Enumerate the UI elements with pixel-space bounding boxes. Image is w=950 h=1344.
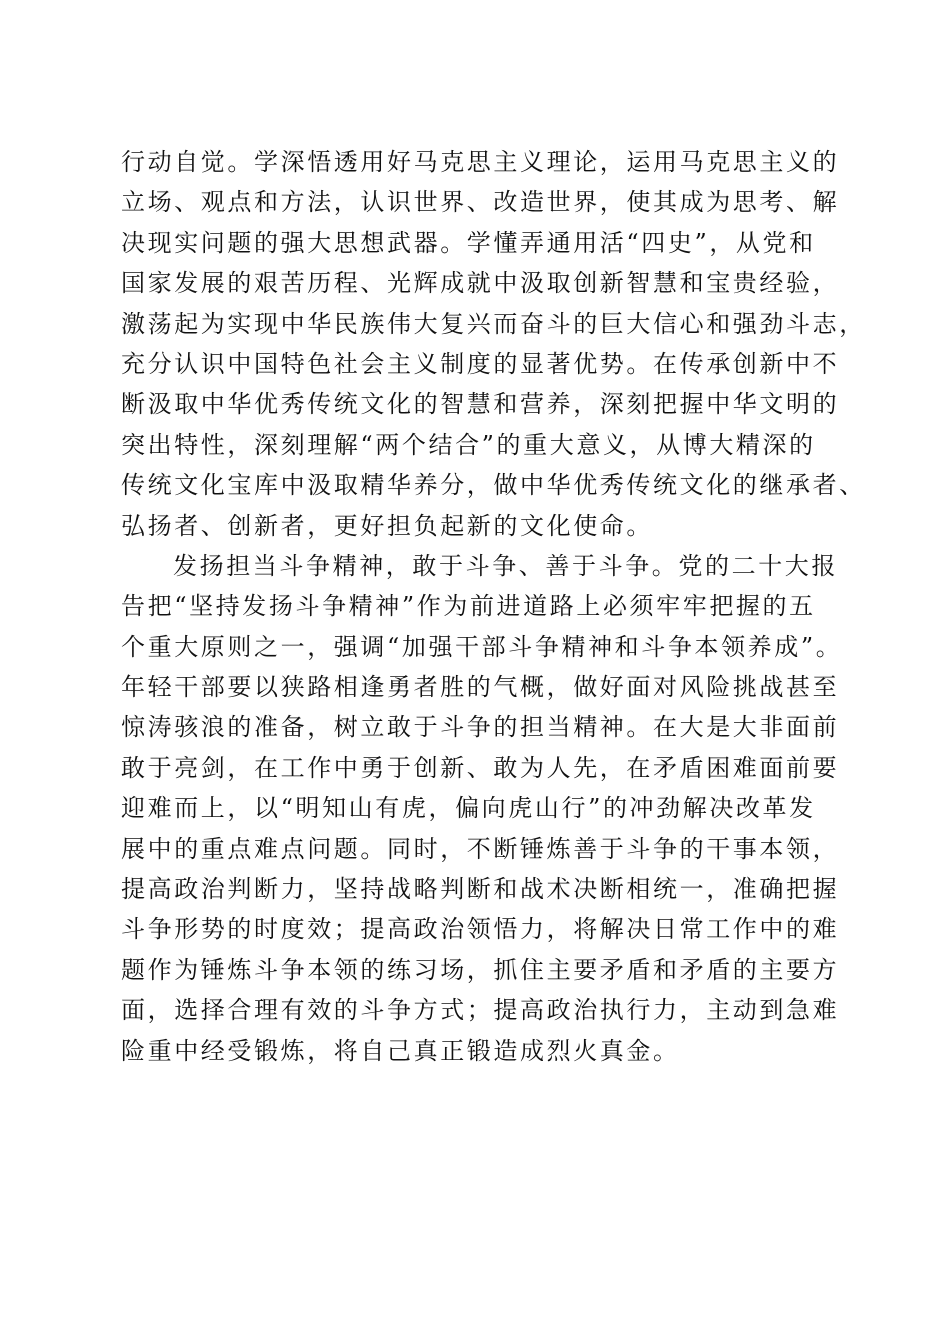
- text-line: 激荡起为实现中华民族伟大复兴而奋斗的巨大信心和强劲斗志，: [121, 309, 866, 338]
- text-line: 弘扬者、创新者，更好担负起新的文化使命。: [121, 511, 653, 540]
- text-line: 断汲取中华优秀传统文化的智慧和营养，深刻把握中华文明的: [121, 390, 840, 419]
- text-line: 个重大原则之一，强调“加强干部斗争精神和斗争本领养成”。: [121, 632, 843, 661]
- text-line: 斗争形势的时度效；提高政治领悟力，将解决日常工作中的难: [121, 915, 840, 944]
- text-line: 年轻干部要以狭路相逢勇者胜的气概，做好面对风险挑战甚至: [121, 673, 840, 702]
- text-line: 立场、观点和方法，认识世界、改造世界，使其成为思考、解: [121, 188, 840, 217]
- text-line: 迎难而上，以“明知山有虎，偏向虎山行”的冲劲解决改革发: [121, 794, 816, 823]
- text-line: 惊涛骇浪的准备，树立敢于斗争的担当精神。在大是大非面前: [121, 713, 840, 742]
- text-line: 题作为锤炼斗争本领的练习场，抓住主要矛盾和矛盾的主要方: [121, 955, 840, 984]
- text-line: 决现实问题的强大思想武器。学懂弄通用活“四史”，从党和: [121, 228, 816, 257]
- text-line: 告把“坚持发扬斗争精神”作为前进道路上必须牢牢把握的五: [121, 592, 816, 621]
- text-line: 充分认识中国特色社会主义制度的显著优势。在传承创新中不: [121, 349, 840, 378]
- text-line: 展中的重点难点问题。同时，不断锤炼善于斗争的干事本领，: [121, 834, 840, 863]
- text-line: 国家发展的艰苦历程、光辉成就中汲取创新智慧和宝贵经验，: [121, 269, 840, 298]
- text-line: 发扬担当斗争精神，敢于斗争、善于斗争。党的二十大报: [173, 551, 838, 580]
- text-line: 敢于亮剑，在工作中勇于创新、敢为人先，在矛盾困难面前要: [121, 753, 840, 782]
- text-line: 传统文化宝库中汲取精华养分，做中华优秀传统文化的继承者、: [121, 471, 866, 500]
- text-line: 突出特性，深刻理解“两个结合”的重大意义，从博大精深的: [121, 430, 816, 459]
- text-line: 提高政治判断力，坚持战略判断和战术决断相统一，准确把握: [121, 875, 840, 904]
- text-line: 险重中经受锻炼，将自己真正锻造成烈火真金。: [121, 1036, 680, 1065]
- paragraph-struggle-spirit: [121, 546, 841, 1071]
- text-line: 行动自觉。学深悟透用好马克思主义理论，运用马克思主义的: [121, 148, 840, 176]
- body-text: [121, 142, 866, 1071]
- text-line: 面，选择合理有效的斗争方式；提高政治执行力，主动到急难: [121, 996, 840, 1025]
- paragraph-continuation: [121, 142, 866, 546]
